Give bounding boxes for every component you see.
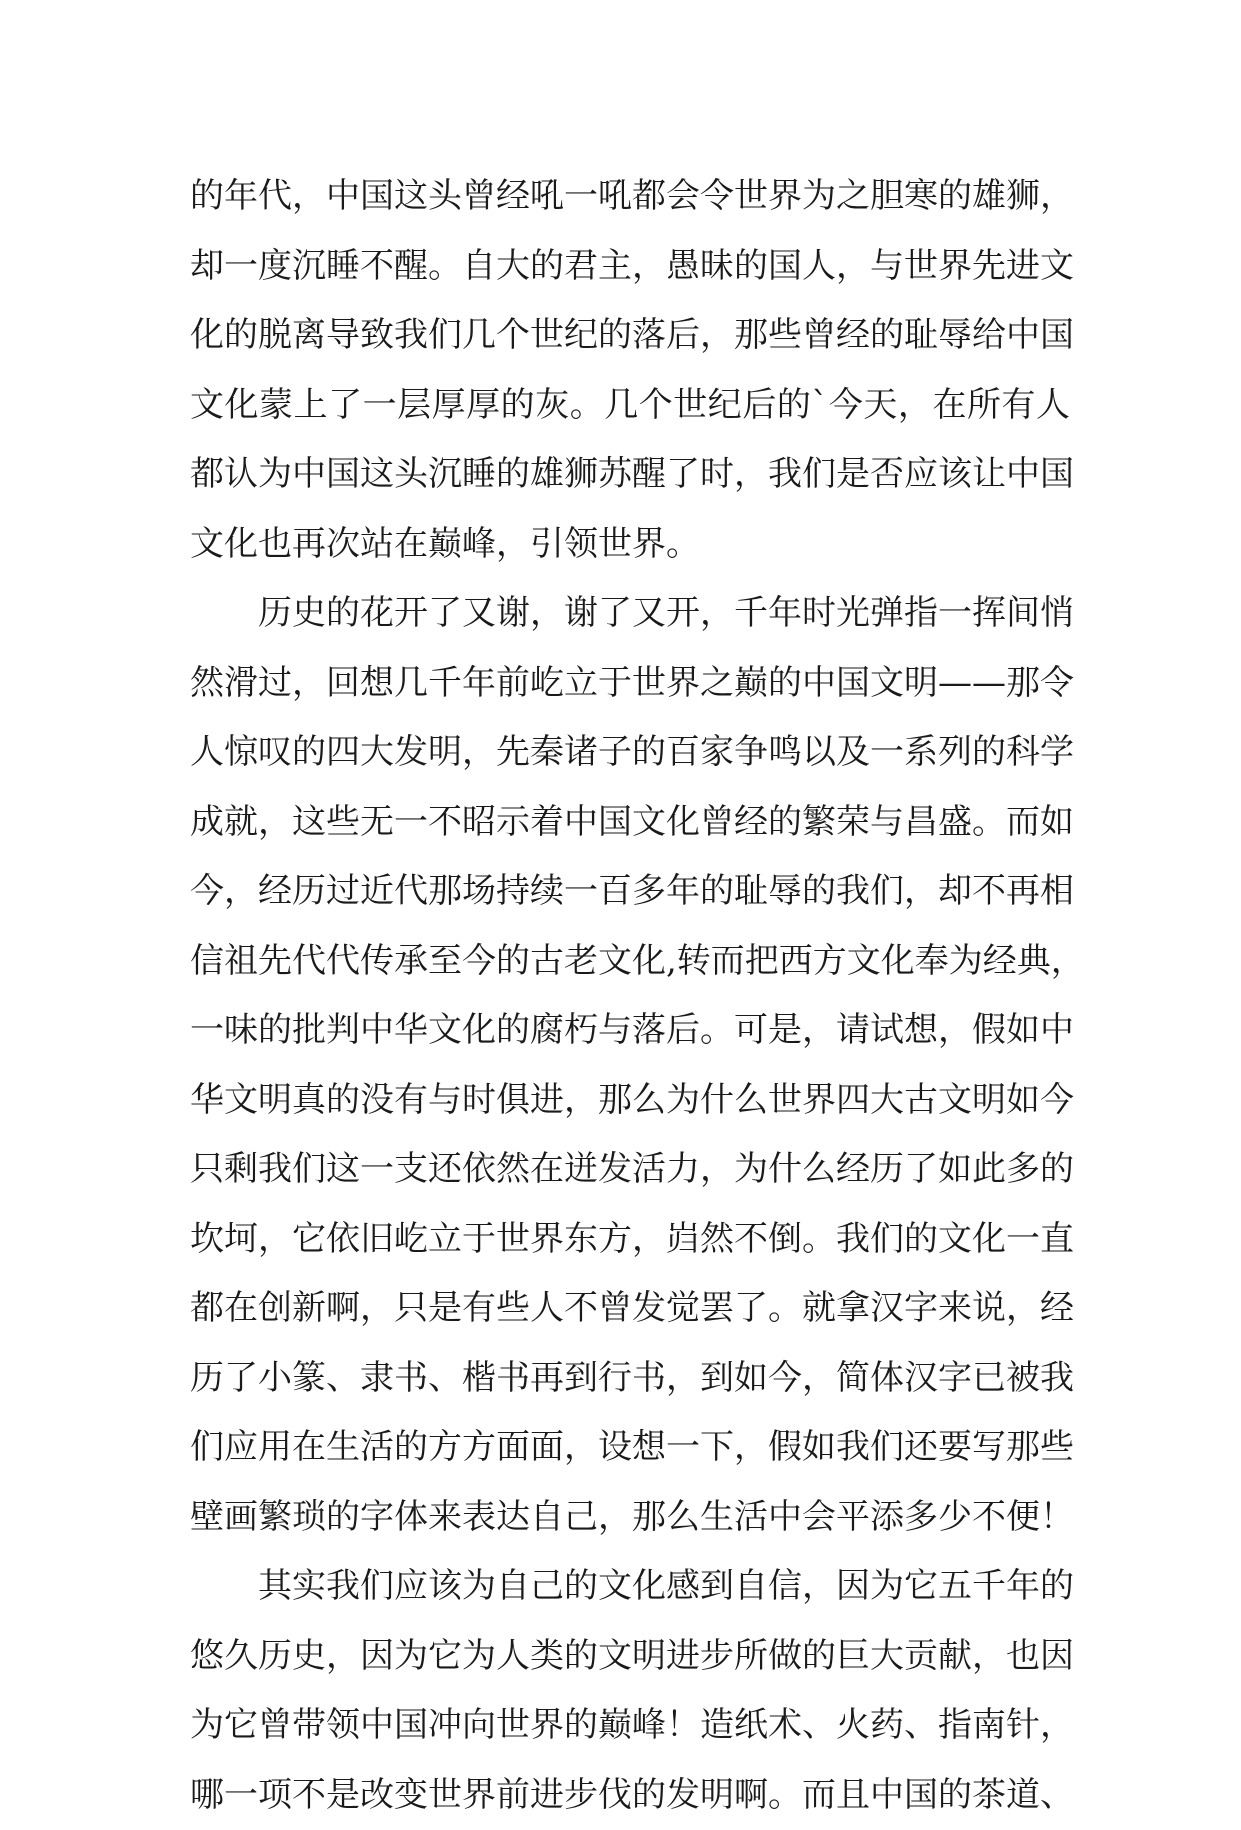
paragraph [190, 1552, 1070, 1830]
text-line: 历了小篆、隶书、楷书再到行书，到如今，简体汉字已被我 [190, 1344, 1070, 1414]
text-line: 都在创新啊，只是有些人不曾发觉罢了。就拿汉字来说，经 [190, 1274, 1070, 1344]
text-line: 华文明真的没有与时俱进，那么为什么世界四大古文明如今 [190, 1066, 1070, 1136]
text-line: 哪一项不是改变世界前进步伐的发明啊。而且中国的茶道、 [190, 1761, 1070, 1830]
text-line: 然滑过，回想几千年前屹立于世界之巅的中国文明——那令 [190, 649, 1070, 719]
text-line: 成就，这些无一不昭示着中国文化曾经的繁荣与昌盛。而如 [190, 788, 1070, 858]
text-line: 人惊叹的四大发明，先秦诸子的百家争鸣以及一系列的科学 [190, 718, 1070, 788]
text-line: 历史的花开了又谢，谢了又开，千年时光弹指一挥间悄 [190, 579, 1070, 649]
paragraph [190, 162, 1070, 579]
text-line: 化的脱离导致我们几个世纪的落后，那些曾经的耻辱给中国 [190, 301, 1070, 371]
text-line: 今，经历过近代那场持续一百多年的耻辱的我们，却不再相 [190, 857, 1070, 927]
text-line: 悠久历史，因为它为人类的文明进步所做的巨大贡献，也因 [190, 1622, 1070, 1692]
paragraph [190, 579, 1070, 1552]
text-line: 文化蒙上了一层厚厚的灰。几个世纪后的`今天，在所有人 [190, 371, 1070, 441]
text-line: 壁画繁琐的字体来表达自己，那么生活中会平添多少不便！ [190, 1483, 1070, 1553]
text-line: 文化也再次站在巅峰，引领世界。 [190, 510, 1070, 580]
text-line: 们应用在生活的方方面面，设想一下，假如我们还要写那些 [190, 1413, 1070, 1483]
text-line: 只剩我们这一支还依然在迸发活力，为什么经历了如此多的 [190, 1135, 1070, 1205]
text-line: 信祖先代代传承至今的古老文化,转而把西方文化奉为经典， [190, 927, 1070, 997]
text-line: 坎坷，它依旧屹立于世界东方，岿然不倒。我们的文化一直 [190, 1205, 1070, 1275]
text-line: 都认为中国这头沉睡的雄狮苏醒了时，我们是否应该让中国 [190, 440, 1070, 510]
text-line: 一味的批判中华文化的腐朽与落后。可是，请试想，假如中 [190, 996, 1070, 1066]
text-line: 其实我们应该为自己的文化感到自信，因为它五千年的 [190, 1552, 1070, 1622]
text-line: 为它曾带领中国冲向世界的巅峰！造纸术、火药、指南针， [190, 1691, 1070, 1761]
body-text [190, 162, 1070, 1830]
text-line: 却一度沉睡不醒。自大的君主，愚昧的国人，与世界先进文 [190, 232, 1070, 302]
text-line: 的年代，中国这头曾经吼一吼都会令世界为之胆寒的雄狮， [190, 162, 1070, 232]
